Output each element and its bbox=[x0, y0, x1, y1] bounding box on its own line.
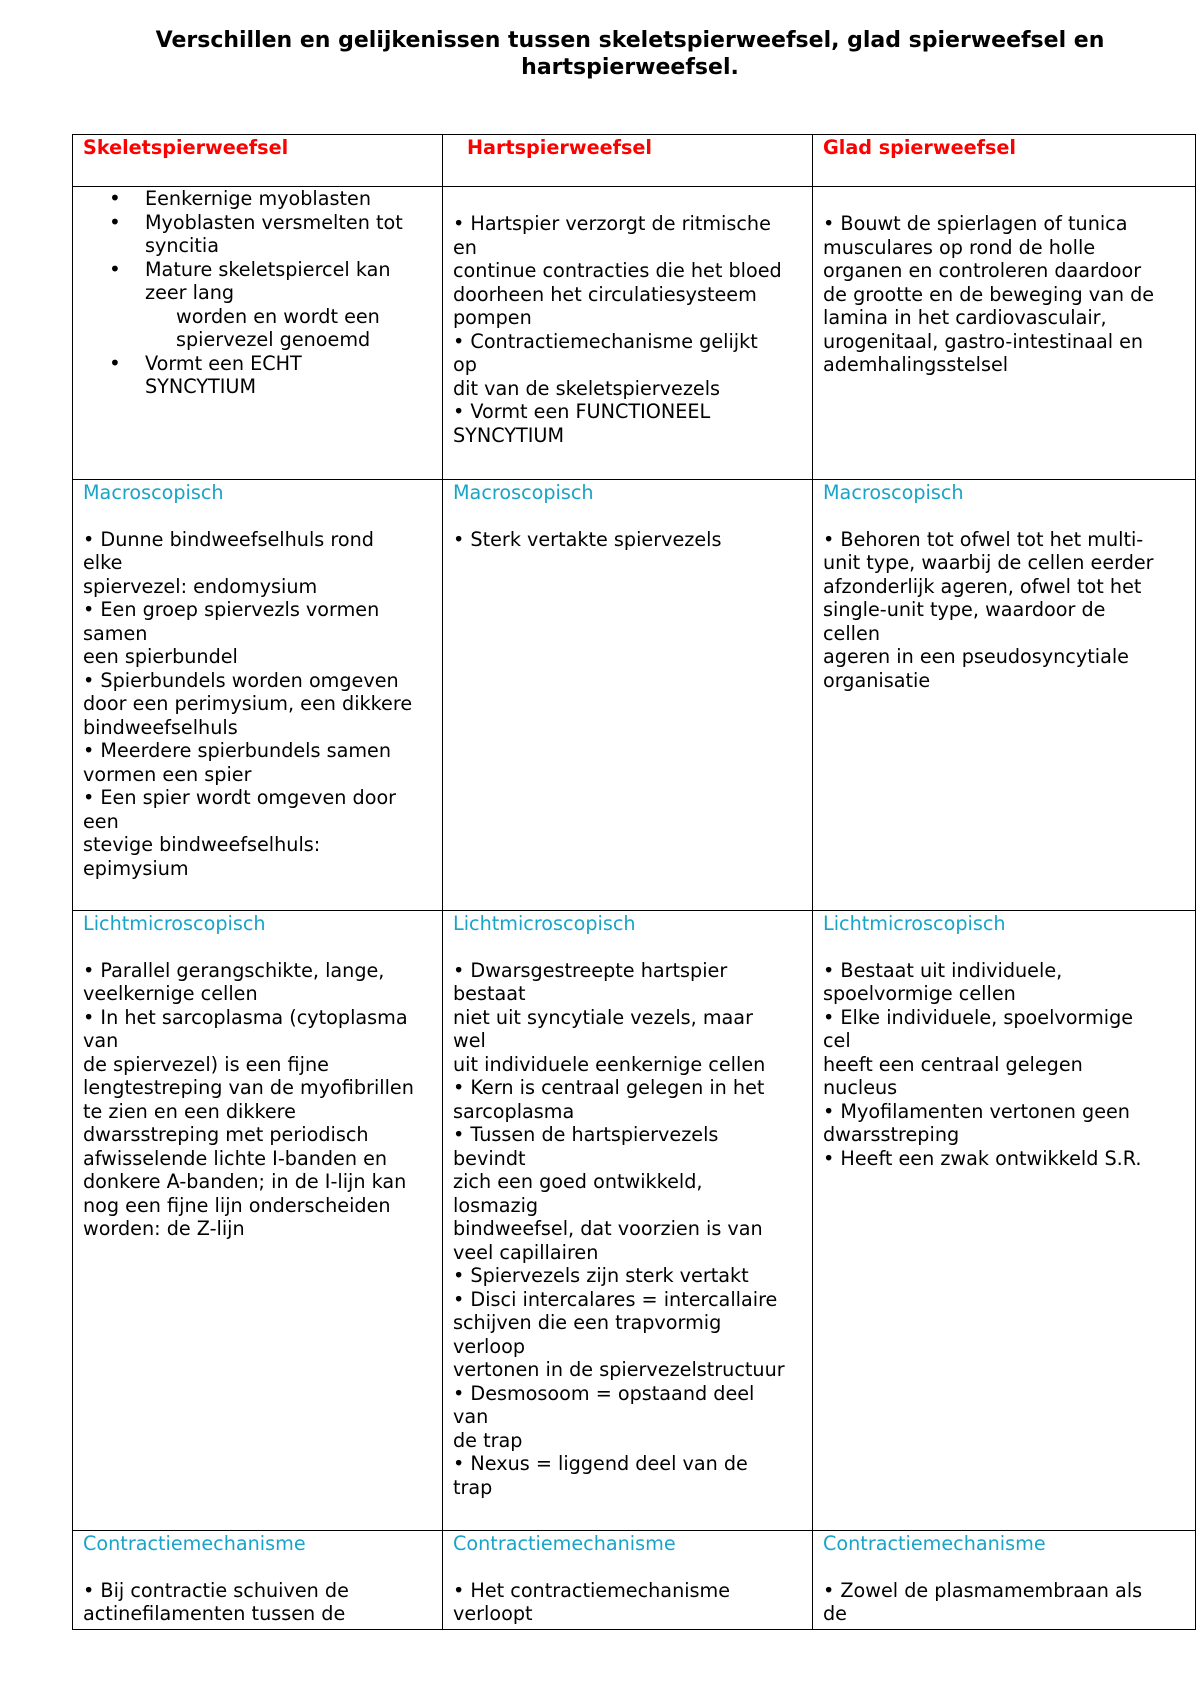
header-cell-glad bbox=[813, 135, 1196, 187]
text-line: samen bbox=[83, 621, 148, 645]
text-line: worden: de Z-lijn bbox=[83, 1217, 245, 1240]
text-line: ageren in een pseudosyncytiale bbox=[823, 645, 1129, 668]
intro-cell-hart bbox=[443, 187, 813, 480]
text-line: wel bbox=[453, 1029, 486, 1052]
section-label: Contractiemechanisme bbox=[83, 1532, 306, 1555]
text-line: van bbox=[453, 1405, 489, 1428]
licht-row bbox=[73, 911, 1196, 1531]
text-line: sarcoplasma bbox=[453, 1099, 575, 1123]
text-line: • In het sarcoplasma (cytoplasma bbox=[83, 1005, 408, 1029]
title-line-1: Verschillen en gelijkenissen tussen skeletspierweefsel, glad spierweefsel en bbox=[155, 28, 1105, 53]
text-line: dit van de skeletspiervezels bbox=[453, 376, 721, 400]
text-line: nucleus bbox=[823, 1076, 898, 1099]
text-line: van bbox=[83, 1029, 119, 1052]
text-line: organisatie bbox=[823, 668, 931, 692]
text-line: • Sterk vertakte spiervezels bbox=[453, 527, 722, 551]
text-line: • Dwarsgestreepte hartspier bbox=[453, 958, 728, 982]
text-line: op bbox=[453, 353, 477, 376]
section-label: Contractiemechanisme bbox=[453, 1532, 676, 1555]
text-line: • Bij contractie schuiven de bbox=[83, 1578, 349, 1602]
hart-licht-text bbox=[453, 959, 802, 1500]
text-line: • Zowel de plasmamembraan als bbox=[823, 1578, 1143, 1602]
section-label: Lichtmicroscopisch bbox=[83, 912, 266, 935]
text-line: • Contractiemechanisme gelijkt bbox=[453, 329, 758, 353]
text-line: epimysium bbox=[83, 856, 189, 880]
text-line: en bbox=[453, 235, 477, 259]
text-line: verloop bbox=[453, 1334, 526, 1358]
text-line: • Spierbundels worden omgeven bbox=[83, 668, 399, 692]
text-line: bestaat bbox=[453, 982, 526, 1005]
text-line: vertonen in de spiervezelstructuur bbox=[453, 1358, 785, 1381]
text-line: • Elke individuele, spoelvormige bbox=[823, 1005, 1134, 1029]
list-item: • Eenkernige myoblasten bbox=[145, 187, 432, 211]
glad-intro-text bbox=[823, 212, 1185, 377]
intro-row bbox=[73, 187, 1196, 480]
text-line: actinefilamenten tussen de bbox=[83, 1602, 346, 1625]
text-line: heeft een centraal gelegen bbox=[823, 1052, 1083, 1076]
section-label: Macroscopisch bbox=[823, 481, 964, 504]
page-title bbox=[40, 27, 1200, 81]
text-line: • Een spier wordt omgeven door bbox=[83, 786, 397, 809]
text-line: vormen een spier bbox=[83, 762, 252, 786]
text-line: urogenitaal, gastro-intestinaal en bbox=[823, 329, 1144, 353]
glad-licht-text bbox=[823, 959, 1185, 1171]
text-line: bevindt bbox=[453, 1146, 526, 1170]
text-line: • Bouwt de spierlagen of tunica bbox=[823, 212, 1128, 235]
header-row bbox=[73, 135, 1196, 187]
text-line: single-unit type, waardoor de bbox=[823, 598, 1106, 621]
text-line: cel bbox=[823, 1029, 851, 1052]
text-line: SYNCYTIUM bbox=[453, 423, 565, 447]
text-line: musculares op rond de holle bbox=[823, 235, 1096, 259]
text-line: afzonderlijk ageren, ofwel tot het bbox=[823, 574, 1142, 598]
text-line: een spierbundel bbox=[83, 645, 238, 668]
text-line: continue contracties die het bloed bbox=[453, 259, 782, 282]
text-line: schijven die een trapvormig bbox=[453, 1311, 722, 1334]
text-line: verloopt bbox=[453, 1602, 533, 1625]
text-line: bindweefsel, dat voorzien is van bbox=[453, 1217, 763, 1240]
macro-cell-glad bbox=[813, 480, 1196, 911]
text-line: trap bbox=[453, 1475, 493, 1499]
text-line: de grootte en de beweging van de bbox=[823, 282, 1155, 306]
text-line: nog een fijne lijn onderscheiden bbox=[83, 1193, 391, 1217]
text-line: • Vormt een FUNCTIONEEL bbox=[453, 400, 711, 423]
glad-contractie-text bbox=[823, 1579, 1185, 1626]
text-line: • Dunne bindweefselhuls rond bbox=[83, 527, 374, 551]
text-line: pompen bbox=[453, 306, 532, 329]
header-cell-hart bbox=[443, 135, 813, 187]
list-item: • Myoblasten versmelten tot syncitia bbox=[145, 211, 432, 258]
text-line: • Meerdere spierbundels samen bbox=[83, 739, 392, 762]
text-line: stevige bindweefselhuls: bbox=[83, 833, 321, 856]
text-line: te zien en een dikkere bbox=[83, 1099, 296, 1123]
text-line: veel capillairen bbox=[453, 1240, 599, 1264]
header-cell-skelet bbox=[73, 135, 443, 187]
text-line: uit individuele eenkernige cellen bbox=[453, 1052, 766, 1076]
text-line: niet uit syncytiale vezels, maar bbox=[453, 1005, 753, 1029]
text-line: de spiervezel) is een fijne bbox=[83, 1052, 329, 1076]
text-line: unit type, waarbij de cellen eerder bbox=[823, 551, 1154, 574]
contractie-cell-hart bbox=[443, 1531, 813, 1630]
text-line: • Nexus = liggend deel van de bbox=[453, 1452, 748, 1475]
text-line: • Hartspier verzorgt de ritmische bbox=[453, 212, 771, 235]
text-line: • Het contractiemechanisme bbox=[453, 1578, 731, 1602]
text-line: veelkernige cellen bbox=[83, 982, 258, 1005]
text-line: elke bbox=[83, 551, 123, 574]
text-line: • Kern is centraal gelegen in het bbox=[453, 1076, 765, 1099]
section-label: Lichtmicroscopisch bbox=[453, 912, 636, 935]
list-item: • Vormt een ECHT SYNCYTIUM bbox=[145, 352, 432, 399]
list-item: • Mature skeletspiercel kan zeer lang worden en wordt een spiervezel genoemd bbox=[145, 258, 432, 352]
hart-contractie-text bbox=[453, 1579, 802, 1626]
licht-cell-hart bbox=[443, 911, 813, 1531]
macro-row bbox=[73, 480, 1196, 911]
text-line: doorheen het circulatiesysteem bbox=[453, 282, 757, 306]
skelet-macro-text bbox=[83, 528, 432, 881]
intro-cell-glad bbox=[813, 187, 1196, 480]
header-hartspierweefsel: Hartspierweefsel bbox=[467, 136, 652, 159]
text-line: losmazig bbox=[453, 1193, 539, 1217]
text-line: ademhalingsstelsel bbox=[823, 353, 1009, 376]
text-line: dwarsstreping bbox=[823, 1123, 960, 1146]
text-line: de bbox=[823, 1602, 847, 1625]
text-line: spoelvormige cellen bbox=[823, 982, 1016, 1005]
text-line: • Heeft een zwak ontwikkeld S.R. bbox=[823, 1146, 1142, 1170]
text-line: donkere A-banden; in de I-lijn kan bbox=[83, 1170, 407, 1193]
text-line: • Behoren tot ofwel tot het multi- bbox=[823, 527, 1144, 551]
section-label: Macroscopisch bbox=[453, 481, 594, 504]
contractie-cell-glad bbox=[813, 1531, 1196, 1630]
licht-cell-glad bbox=[813, 911, 1196, 1531]
text-line: • Parallel gerangschikte, lange, bbox=[83, 958, 385, 982]
text-line: • Tussen de hartspiervezels bbox=[453, 1123, 719, 1146]
text-line: een bbox=[83, 809, 119, 833]
licht-cell-skelet bbox=[73, 911, 443, 1531]
macro-cell-hart bbox=[443, 480, 813, 911]
text-line: • Bestaat uit individuele, bbox=[823, 958, 1063, 982]
contractie-cell-skelet bbox=[73, 1531, 443, 1630]
text-line: door een perimysium, een dikkere bbox=[83, 692, 413, 715]
text-line: lengtestreping van de myofibrillen bbox=[83, 1076, 414, 1099]
text-line: cellen bbox=[823, 621, 880, 645]
skelet-intro-list bbox=[83, 187, 432, 399]
macro-cell-skelet bbox=[73, 480, 443, 911]
text-line: spiervezel: endomysium bbox=[83, 574, 318, 598]
hart-intro-text bbox=[453, 212, 802, 447]
section-label: Contractiemechanisme bbox=[823, 1532, 1046, 1555]
header-skeletspierweefsel: Skeletspierweefsel bbox=[83, 136, 289, 159]
text-line: afwisselende lichte I-banden en bbox=[83, 1146, 388, 1170]
title-line-2: hartspierweefsel. bbox=[521, 55, 739, 80]
text-line: de trap bbox=[453, 1428, 523, 1452]
text-line: • Disci intercalares = intercallaire bbox=[453, 1287, 778, 1311]
skelet-contractie-text bbox=[83, 1579, 432, 1626]
text-line: organen en controleren daardoor bbox=[823, 259, 1142, 282]
section-label: Macroscopisch bbox=[83, 481, 224, 504]
skelet-licht-text bbox=[83, 959, 432, 1241]
glad-macro-text bbox=[823, 528, 1185, 693]
text-line: • Spiervezels zijn sterk vertakt bbox=[453, 1264, 749, 1287]
hart-macro-text bbox=[453, 528, 802, 552]
header-glad-spierweefsel: Glad spierweefsel bbox=[823, 136, 1017, 159]
text-line: lamina in het cardiovasculair, bbox=[823, 306, 1107, 329]
intro-cell-skelet bbox=[73, 187, 443, 480]
text-line: zich een goed ontwikkeld, bbox=[453, 1170, 703, 1193]
comparison-table bbox=[72, 134, 1196, 1630]
text-line: • Desmosoom = opstaand deel bbox=[453, 1381, 755, 1405]
text-line: • Myofilamenten vertonen geen bbox=[823, 1099, 1130, 1123]
section-label: Lichtmicroscopisch bbox=[823, 912, 1006, 935]
text-line: • Een groep spiervezls vormen bbox=[83, 598, 380, 621]
text-line: bindweefselhuls bbox=[83, 715, 238, 739]
contractie-row bbox=[73, 1531, 1196, 1630]
text-line: dwarsstreping met periodisch bbox=[83, 1123, 369, 1146]
